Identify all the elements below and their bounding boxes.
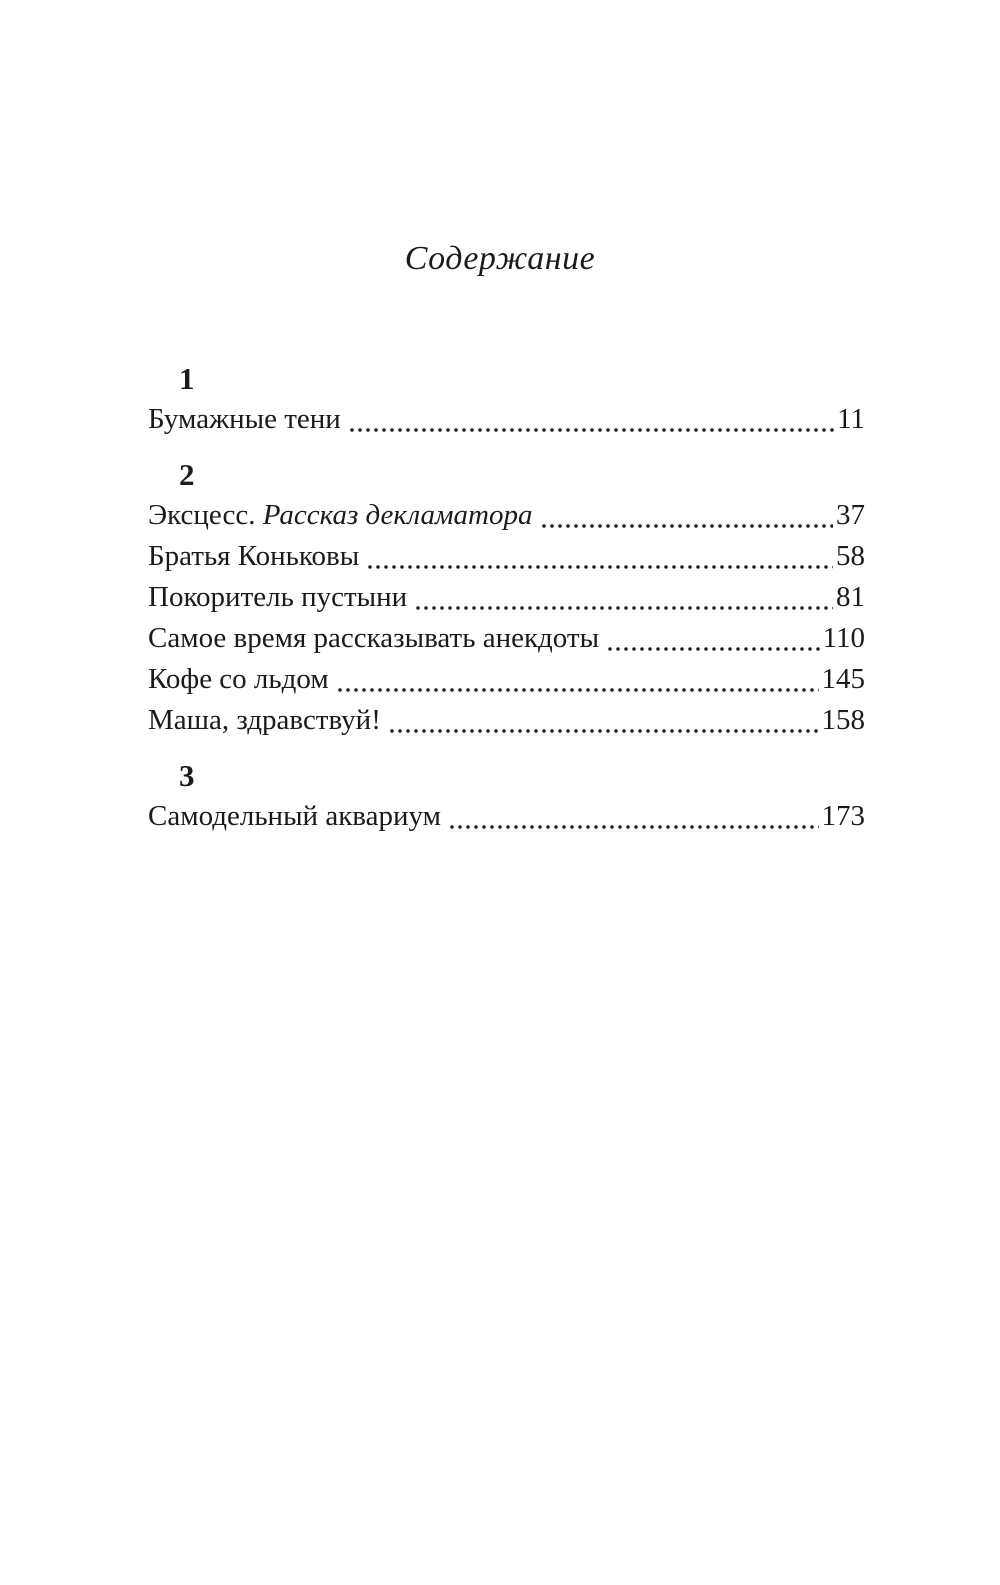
toc-entry-title-regular: Бумажные тени <box>148 403 341 435</box>
toc-entry-title <box>148 659 329 700</box>
toc-section-3 <box>148 755 865 837</box>
toc-entry <box>148 495 865 536</box>
toc-entry <box>148 659 865 700</box>
toc-entry-title-regular: Маша, здравствуй! <box>148 704 381 736</box>
toc-entry-page-number: 158 <box>821 704 865 736</box>
contents-heading: Содержание <box>404 240 596 277</box>
toc-entry-title <box>148 399 341 440</box>
toc-entry <box>148 796 865 837</box>
section-number: 1 <box>179 361 195 396</box>
toc-entry-page-number: 58 <box>836 540 865 572</box>
toc-entry-page-number: 81 <box>836 581 865 613</box>
toc-entry-page-number: 37 <box>836 499 865 531</box>
toc-entry-title-regular: Эксцесс. <box>148 499 263 531</box>
toc-entry-title-regular: Самодельный аквариум <box>148 800 441 832</box>
toc-entry-title <box>148 700 381 741</box>
dot-leader <box>540 495 833 536</box>
dot-leader <box>336 659 819 700</box>
toc-entry-title <box>148 796 441 837</box>
dot-leader <box>448 796 819 837</box>
toc-entry-title-regular: Покоритель пустыни <box>148 581 408 613</box>
dot-leader <box>366 536 833 577</box>
toc-entry <box>148 577 865 618</box>
toc-entry <box>148 399 865 440</box>
toc-entry-page-number: 173 <box>821 800 865 832</box>
toc-entry-page-number: 145 <box>821 663 865 695</box>
toc-entry <box>148 618 865 659</box>
toc-list <box>148 358 865 837</box>
toc-entry-title-italic: Рассказ декламатора <box>262 499 533 531</box>
toc-entry <box>148 536 865 577</box>
section-number: 2 <box>179 457 195 492</box>
toc-entry-page-number: 11 <box>837 403 865 435</box>
dot-leader <box>606 618 819 659</box>
toc-entry-title-regular: Кофе со льдом <box>148 663 329 695</box>
section-number: 3 <box>179 758 195 793</box>
toc-entry <box>148 700 865 741</box>
toc-entry-title-regular: Самое время рассказывать анекдоты <box>148 622 600 654</box>
dot-leader <box>348 399 834 440</box>
toc-section-1 <box>148 358 865 440</box>
toc-entry-title-regular: Братья Коньковы <box>148 540 360 572</box>
toc-entry-title <box>148 577 407 618</box>
toc-entry-title <box>148 536 359 577</box>
dot-leader <box>414 577 833 618</box>
toc-section-2 <box>148 454 865 741</box>
toc-entry-title <box>148 495 533 536</box>
dot-leader <box>388 700 819 741</box>
toc-entry-page-number: 110 <box>822 622 865 654</box>
toc-entry-title <box>148 618 599 659</box>
